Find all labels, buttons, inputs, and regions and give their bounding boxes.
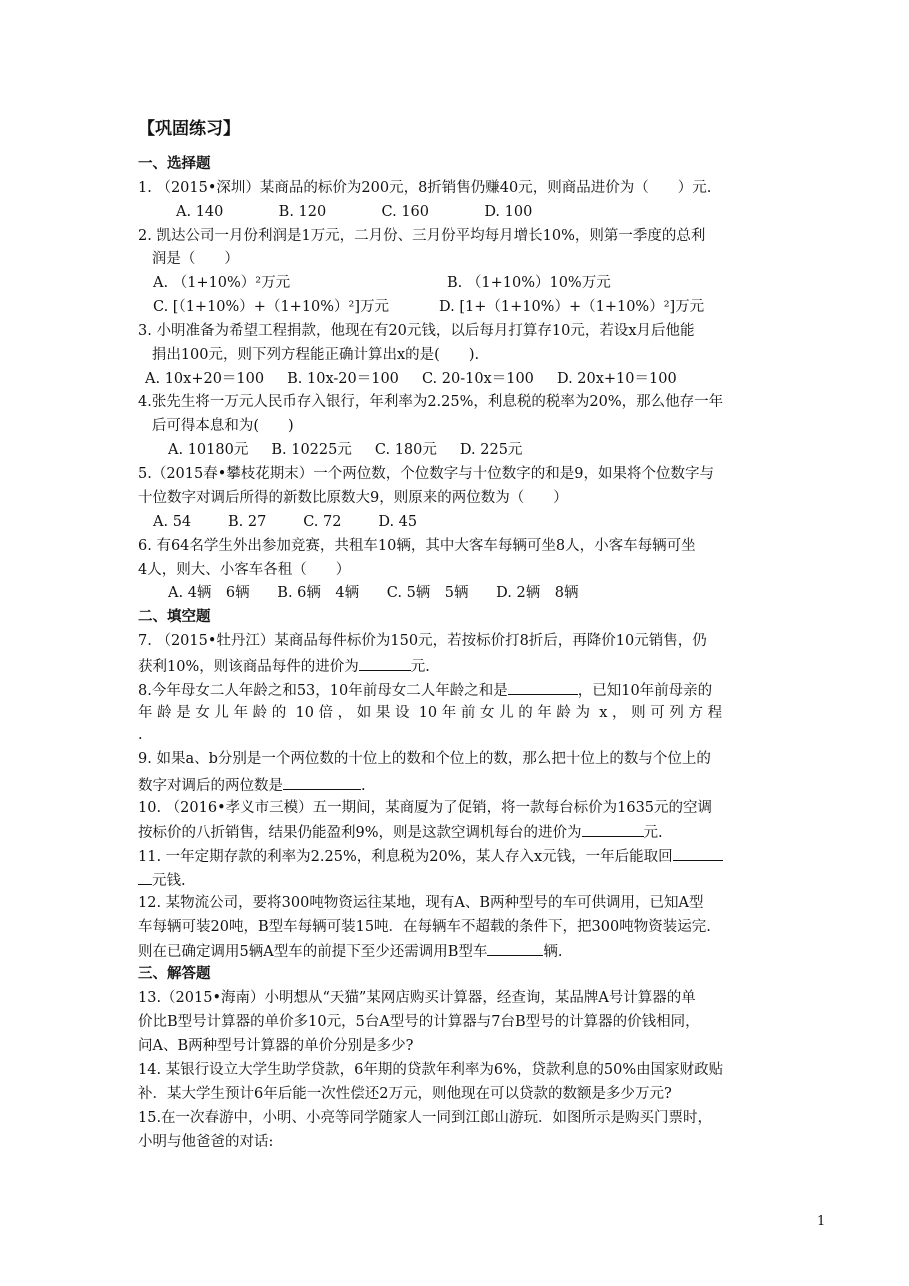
q7-blank <box>359 656 411 671</box>
q13-line1: 13.（2015•海南）小明想从“天猫”某网店购买计算器，经查询，某品牌A号计算器的单 <box>138 990 696 1006</box>
q10-line2-text: 按标价的八折销售，结果仍能盈利9%，则是这款空调机每台的进价为 <box>138 825 582 841</box>
q12-line2: 车每辆可装20吨，B型车每辆可装15吨．在每辆车不超载的条件下，把300吨物资装运完. <box>138 919 711 935</box>
q11-line1-text: 11. 一年定期存款的利率为2.25%，利息税为20%，某人存入x元钱，一年后能取回 <box>138 849 673 865</box>
q2-option-b: B. （1+10%）10%万元 <box>447 275 611 291</box>
section-fill-in: 二、填空题 <box>138 608 211 625</box>
q12-line3-text: 则在已确定调用5辆A型车的前提下至少还需调用B型车 <box>138 944 488 960</box>
q4-line2: 后可得本息和为( ) <box>138 418 294 434</box>
q4-options: A. 10180元 B. 10225元 C. 180元 D. 225元 <box>168 442 523 458</box>
q8-line2: 年 龄 是 女 儿 年 龄 的 10 倍 ， 如 果 设 10 年 前 女 儿 的 年 龄 为 x ， 则 可 列 方 程 <box>138 705 723 721</box>
q8-line1-end: ，已知10年前母亲的 <box>577 683 713 699</box>
q1-stem: 1. （2015•深圳）某商品的标价为200元，8折销售仍赚40元，则商品进价为（ ）元. <box>138 180 712 196</box>
q8-blank <box>508 680 578 695</box>
q10-line1: 10. （2016•孝义市三模）五一期间，某商厦为了促销，将一款每台标价为1635元的空调 <box>138 800 713 816</box>
q11-blank-b <box>138 870 152 885</box>
q9-line1: 9. 如果a、b分别是一个两位数的十位上的数和个位上的数，那么把十位上的数与个位上的 <box>138 751 711 767</box>
q7-line2 <box>138 656 430 676</box>
q15-line1: 15.在一次春游中，小明、小亮等同学随家人一同到江郎山游玩．如图所示是购买门票时， <box>138 1110 713 1126</box>
q6-options: A. 4辆 6辆 B. 6辆 4辆 C. 5辆 5辆 D. 2辆 8辆 <box>168 585 579 601</box>
q7-line2-end: 元. <box>410 659 430 675</box>
q2-option-c: C. [（1+10%）+（1+10%）²]万元 <box>153 299 390 315</box>
q12-blank <box>487 941 543 956</box>
q13-line2: 价比B型号计算器的单价多10元，5台A型号的计算器与7台B型号的计算器的价钱相同， <box>138 1014 700 1030</box>
q11-line2-text: 元钱. <box>152 873 186 889</box>
q12-line3 <box>138 941 562 961</box>
section-multiple-choice: 一、选择题 <box>138 155 211 172</box>
q3-line2: 捐出100元，则下列方程能正确计算出x的是( ). <box>138 347 480 363</box>
q12-line3-end: 辆. <box>543 944 563 960</box>
q8-line1 <box>138 680 712 700</box>
q10-line2-end: 元. <box>643 825 663 841</box>
q13-line3: 问A、B两种型号计算器的单价分别是多少? <box>138 1038 414 1054</box>
q11-line2 <box>138 870 186 890</box>
exercise-title: 【巩固练习】 <box>138 119 240 139</box>
q4-line1: 4.张先生将一万元人民币存入银行，年利率为2.25%，利息税的税率为20%，那么他存一年 <box>138 394 724 410</box>
q10-blank <box>582 822 644 837</box>
q3-line1: 3. 小明准备为希望工程捐款，他现在有20元钱，以后每月打算存10元，若设x月后他能 <box>138 323 695 339</box>
q8-line1-text: 8.今年母女二人年龄之和53，10年前母女二人年龄之和是 <box>138 683 508 699</box>
q9-line2-end: . <box>361 778 366 794</box>
q5-options: A. 54 B. 27 C. 72 D. 45 <box>153 514 418 530</box>
q14-line2: 补．某大学生预计6年后能一次性偿还2万元，则他现在可以贷款的数额是多少万元? <box>138 1086 672 1102</box>
q14-line1: 14. 某银行设立大学生助学贷款，6年期的贷款年利率为6%，贷款利息的50%由国家财政贴 <box>138 1062 724 1078</box>
q9-line2 <box>138 775 366 795</box>
q3-options: A. 10x+20＝100 B. 10x-20＝100 C. 20-10x＝100 D. 20x+10＝100 <box>145 371 677 387</box>
q8-line3: . <box>138 727 143 743</box>
q12-line1: 12. 某物流公司，要将300吨物资运往某地，现有A、B两种型号的车可供调用，已知A型 <box>138 895 704 911</box>
q11-blank-a <box>673 846 723 861</box>
q7-line1: 7. （2015•牡丹江）某商品每件标价为150元，若按标价打8折后，再降价10元销售，仍 <box>138 633 707 649</box>
q6-line1: 6. 有64名学生外出参加竞赛，共租车10辆，其中大客车每辆可坐8人，小客车每辆可坐 <box>138 538 696 554</box>
q5-line2: 十位数字对调后所得的新数比原数大9，则原来的两位数为（ ） <box>138 490 568 506</box>
q1-options: A. 140 B. 120 C. 160 D. 100 <box>176 204 533 220</box>
q2-line2: 润是（ ） <box>138 251 239 267</box>
q9-line2-text: 数字对调后的两位数是 <box>138 778 283 794</box>
q15-line2: 小明与他爸爸的对话: <box>138 1134 274 1150</box>
q9-blank <box>283 775 361 790</box>
q2-option-a: A. （1+10%）²万元 <box>153 275 291 291</box>
q5-line1: 5.（2015春•攀枝花期末）一个两位数，个位数字与十位数字的和是9，如果将个位数字与 <box>138 466 715 482</box>
q11-line1 <box>138 846 723 866</box>
q2-line1: 2. 凯达公司一月份利润是1万元，二月份、三月份平均每月增长10%，则第一季度的总利 <box>138 228 706 244</box>
q7-line2-text: 获利10%，则该商品每件的进价为 <box>138 659 359 675</box>
page-number: 1 <box>817 1214 826 1229</box>
q6-line2: 4人，则大、小客车各租（ ） <box>138 562 351 578</box>
section-solve: 三、解答题 <box>138 965 211 982</box>
q2-option-d: D. [1+（1+10%）+（1+10%）²]万元 <box>439 299 705 315</box>
q10-line2 <box>138 822 663 842</box>
